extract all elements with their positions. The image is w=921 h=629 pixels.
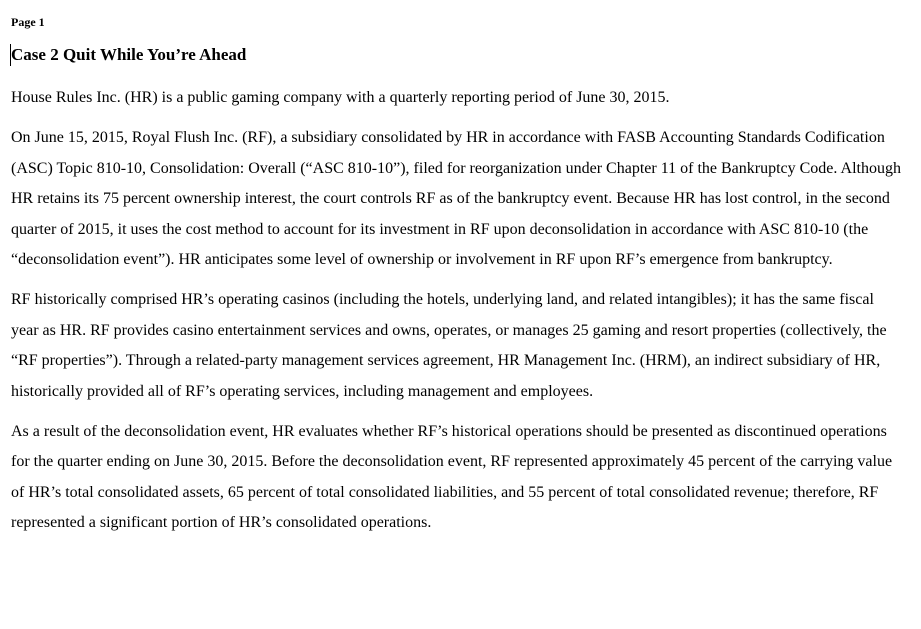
paragraph-bankruptcy: On June 15, 2015, Royal Flush Inc. (RF), a subsidiary consolidated by HR in accordance with FASB Accounting Standards Codification (ASC) Topic 810-10, Consolidation: Overall (“ASC 810-10”), filed for reorganization under Chapter 11 of the Bankruptcy Code. Although HR retains its 75 percent ownership interest, the court controls RF as of the bankruptcy event. Because HR has lost control, in the second quarter of 2015, it uses the cost method to account for its investment in RF upon deconsolidation in accordance with ASC 810-10 (the “deconsolidation event”). HR anticipates some level of ownership or involvement in RF upon RF’s emergence from bankruptcy. [11, 129, 901, 269]
text-cursor [10, 44, 11, 66]
paragraph-rf-history: RF historically comprised HR’s operating casinos (including the hotels, underlying land, and related intangibles); it has the same fiscal year as HR. RF provides casino entertainment services and owns, operates, or manages 25 gaming and resort properties (collectively, the “RF properties”). Through a related-party management services agreement, HR Management Inc. (HRM), an indirect subsidiary of HR, historically provided all of RF’s operating services, including management and employees. [11, 291, 887, 400]
paragraph-discontinued-ops: As a result of the deconsolidation event, HR evaluates whether RF’s historical operations should be presented as discontinued operations for the quarter ending on June 30, 2015. Before the deconsolidation event, RF represented approximately 45 percent of the carrying value of HR’s total consolidated assets, 65 percent of total consolidated liabilities, and 55 percent of total consolidated revenue; therefore, RF represented a significant portion of HR’s consolidated operations. [11, 423, 893, 532]
document-body[interactable] [11, 43, 901, 549]
paragraph-intro: House Rules Inc. (HR) is a public gaming company with a quarterly reporting period of June 30, 2015. [11, 89, 670, 106]
case-title [11, 43, 901, 67]
case-title-text: Case 2 Quit While You’re Ahead [11, 45, 247, 64]
page-label: Page 1 [11, 15, 45, 29]
